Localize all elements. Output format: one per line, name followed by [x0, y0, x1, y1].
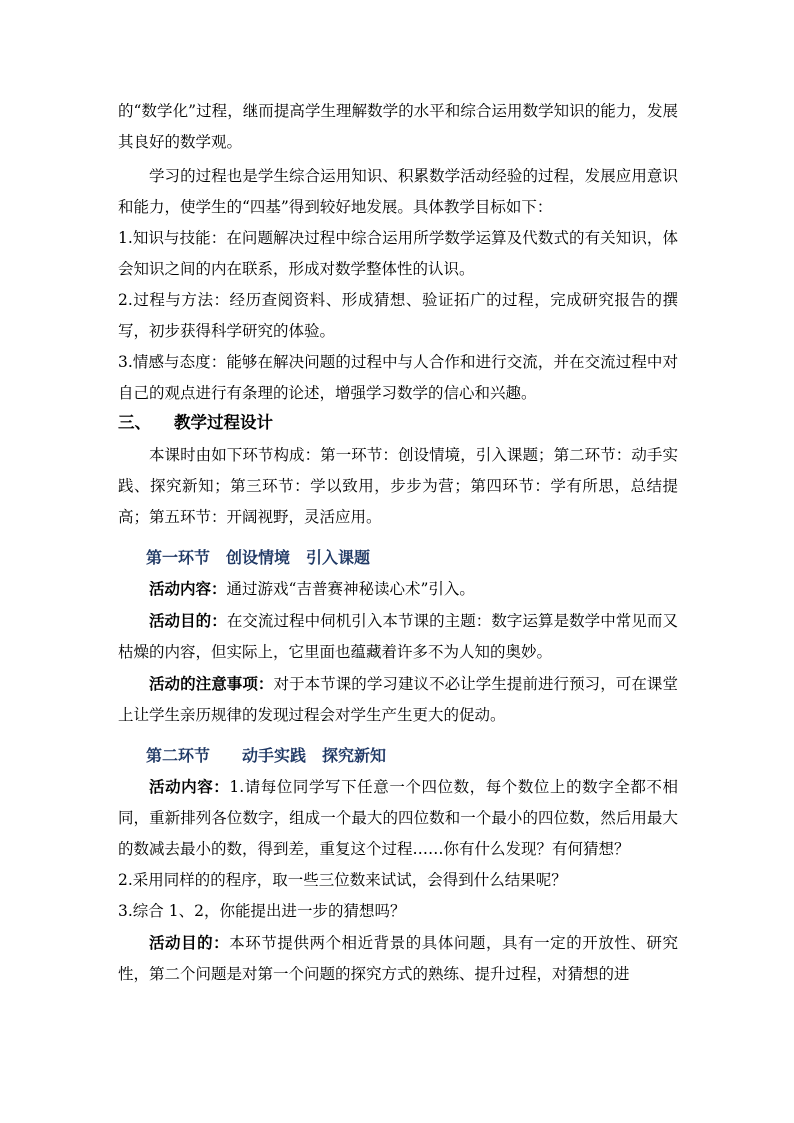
purpose-text: 本环节提供两个相近背景的具体问题，具有一定的开放性、研究性，第二个问题是对第一个问题的探究方式的熟练、提升过程，对猜想的进 [118, 934, 678, 983]
notes-text: 对于本节课的学习建议不必让学生提前进行预习，可在课堂上让学生亲历规律的发现过程会对学生产生更大的促动。 [118, 675, 678, 724]
purpose-label: 活动目的： [149, 933, 230, 952]
paragraph-math-view: 的“数学化”过程，继而提高学生理解数学的水平和综合运用数学知识的能力，发展其良好的数学观。 [118, 102, 678, 151]
goal-emotion-attitude: 3.情感与态度：能够在解决问题的过程中与人合作和进行交流，并在交流过程中对自己的观点进行有条理的论述，增强学习数学的信心和兴趣。 [118, 353, 678, 402]
purpose-label: 活动目的： [149, 611, 227, 630]
stage-2-item-2: 2.采用同样的的程序，取一些三位数来试试，会得到什么结果呢？ [118, 871, 567, 889]
paragraph-learning-process: 学习的过程也是学生综合运用知识、积累数学活动经验的过程，发展应用意识和能力，使学生的“四基”得到较好地发展。具体教学目标如下： [118, 167, 678, 216]
goal-knowledge-skills: 1.知识与技能：在问题解决过程中综合运用所学数学运算及代数式的有关知识，体会知识之间的内在联系，形成对数学整体性的认识。 [118, 229, 678, 278]
stage-1-purpose [118, 605, 678, 668]
content-label: 活动内容： [149, 777, 230, 796]
stage-2-content [118, 771, 678, 865]
content-label: 活动内容： [149, 579, 227, 598]
section-title: 教学过程设计 [174, 413, 273, 432]
stage-2-purpose [118, 927, 678, 990]
stage-1-heading: 第一环节 创设情境 引入课题 [146, 548, 371, 567]
goal-process-method: 2.过程与方法：经历查阅资料、形成猜想、验证拓广的过程，完成研究报告的撰写，初步获得科学研究的体验。 [118, 291, 678, 340]
notes-label: 活动的注意事项： [149, 674, 274, 693]
document-page [118, 96, 678, 990]
section-number: 三、 [118, 413, 151, 432]
content-text: 通过游戏“吉普赛神秘读心术”引入。 [226, 580, 475, 598]
stage-2-heading: 第二环节 动手实践 探究新知 [146, 746, 387, 765]
stage-1-notes [118, 668, 678, 731]
stage-2-item-3: 3.综合 1、2，你能提出进一步的猜想吗？ [118, 902, 406, 920]
content-text: 1.请每位同学写下任意一个四位数，每个数位上的数字全都不相同，重新排列各位数字，组成一个最大的四位数和一个最小的四位数，然后用最大的数减去最小的数，得到差，重复这个过程……你有什么发现？有何猜想？ [118, 778, 678, 858]
purpose-text: 在交流过程中伺机引入本节课的主题：数字运算是数学中常见而又枯燥的内容，但实际上，它里面也蕴藏着许多不为人知的奥妙。 [118, 612, 678, 661]
stage-1-content [118, 573, 678, 605]
paragraph-overview: 本课时由如下环节构成：第一环节：创设情境，引入课题；第二环节：动手实践、探究新知；第三环节：学以致用，步步为营；第四环节：学有所思，总结提高；第五环节：开阔视野，灵活应用。 [118, 446, 678, 526]
section-heading-3 [118, 409, 678, 437]
